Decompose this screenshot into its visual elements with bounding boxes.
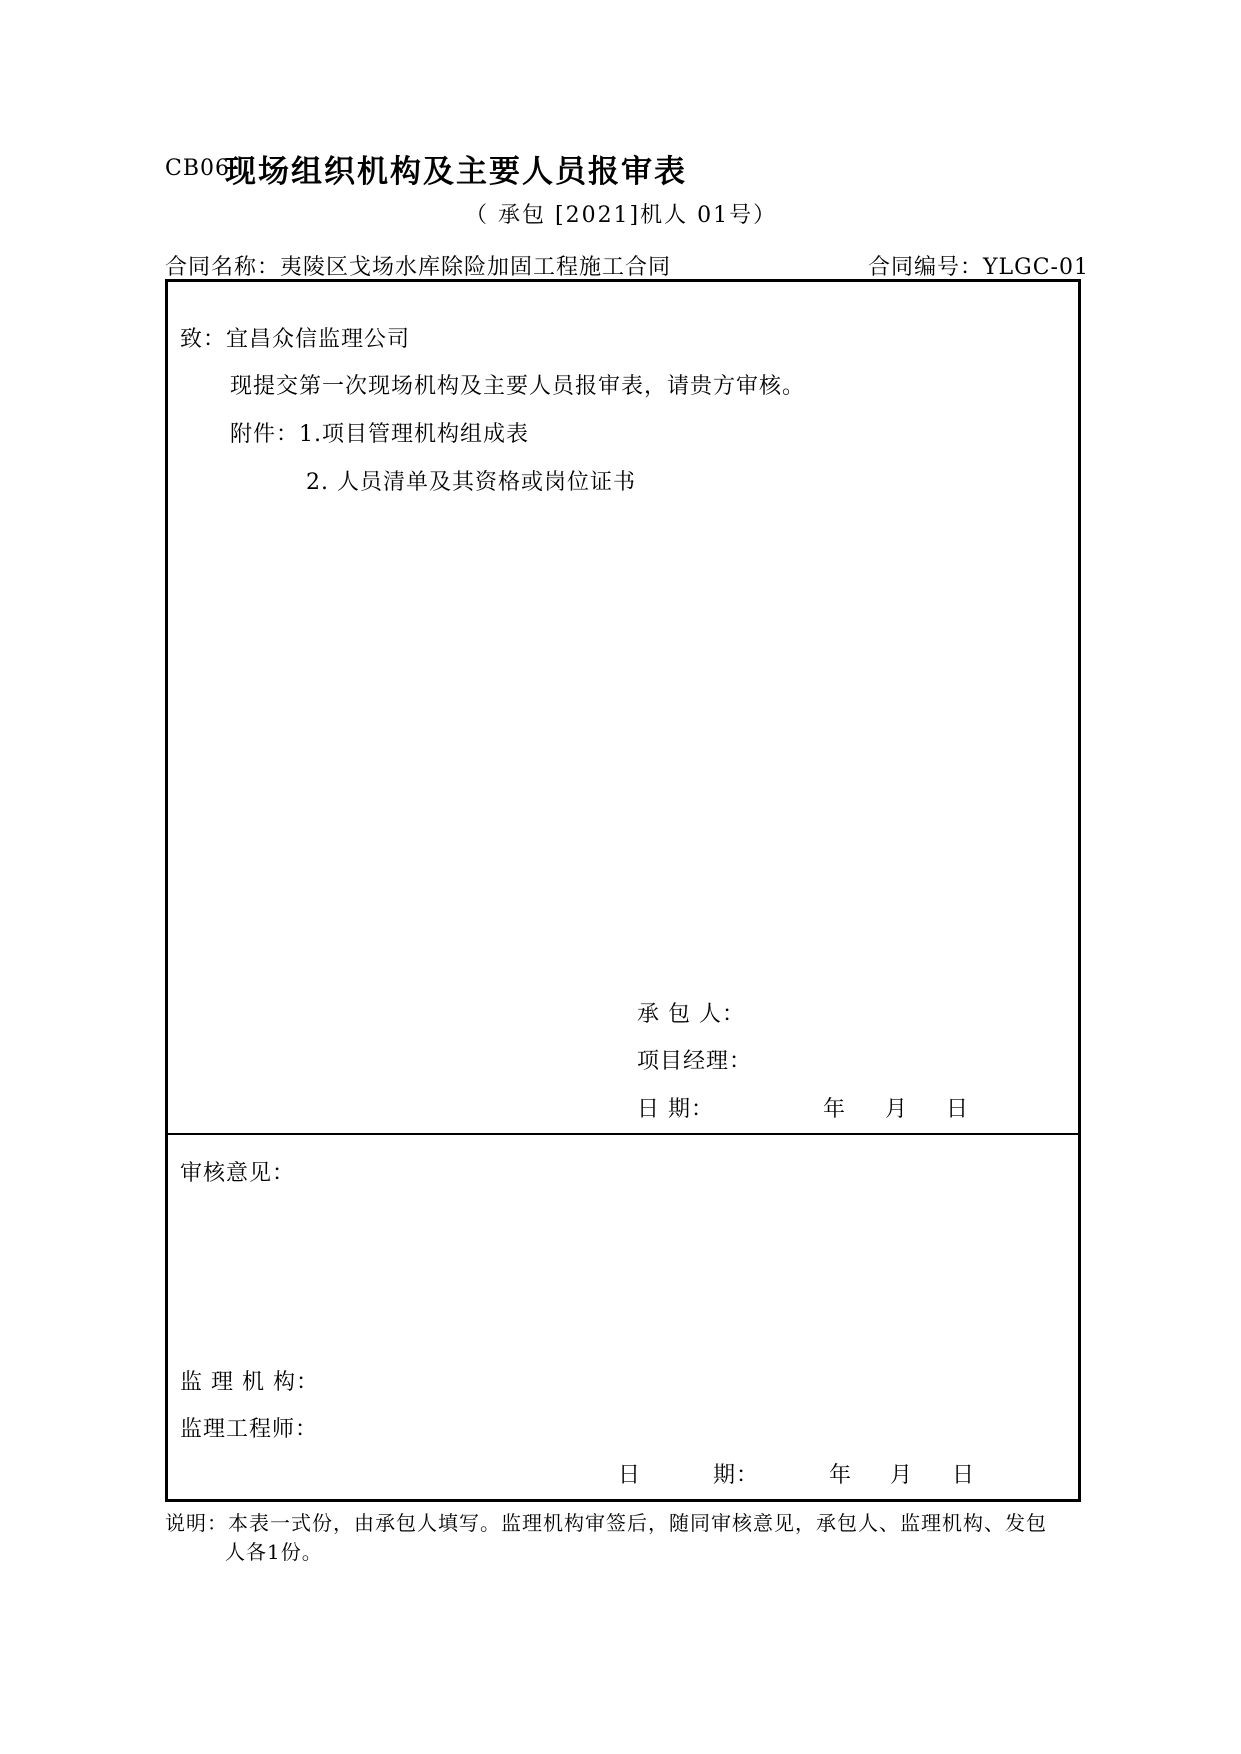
attachment-2: 2. 人员清单及其资格或岗位证书 [306,470,636,495]
review-date-day: 日 [952,1463,976,1488]
review-date-label-qi: 期： [713,1463,760,1488]
review-opinion-label: 审核意见： [180,1161,296,1186]
contract-number: 合同编号：YLGC-01 [868,255,1089,280]
page-title: 现场组织机构及主要人员报审表 [225,154,687,190]
review-date-label-ri: 日 [618,1463,642,1488]
supervision-org-label: 监 理 机 构： [180,1370,319,1395]
submission-date-year: 年 [823,1097,847,1122]
addressee: 致：宜昌众信监理公司 [180,327,411,352]
review-date-month: 月 [890,1463,914,1488]
note-line-1: 说明：本表一式份，由承包人填写。监理机构审签后，随同审核意见，承包人、监理机构、发包 [165,1511,1047,1535]
submission-body: 现提交第一次现场机构及主要人员报审表，请贵方审核。 [230,374,806,399]
supervision-engineer-label: 监理工程师： [180,1417,319,1442]
submission-date-day: 日 [946,1097,970,1122]
review-date-year: 年 [829,1463,853,1488]
section-divider [168,1133,1078,1135]
submission-date-label: 日 期： [637,1097,714,1122]
submission-date-month: 月 [885,1097,909,1122]
note-line-2: 人各1份。 [225,1540,323,1564]
document-number: （ 承包 [2021]机人 01号） [465,203,778,228]
contract-name: 合同名称：夷陵区戈场水库除险加固工程施工合同 [165,255,672,280]
form-code: CB06 [165,156,230,181]
contractor-label: 承 包 人： [637,1002,745,1027]
project-manager-label: 项目经理： [637,1049,753,1074]
form-table [165,279,1081,1502]
attachment-1: 附件：1.项目管理机构组成表 [230,422,529,447]
